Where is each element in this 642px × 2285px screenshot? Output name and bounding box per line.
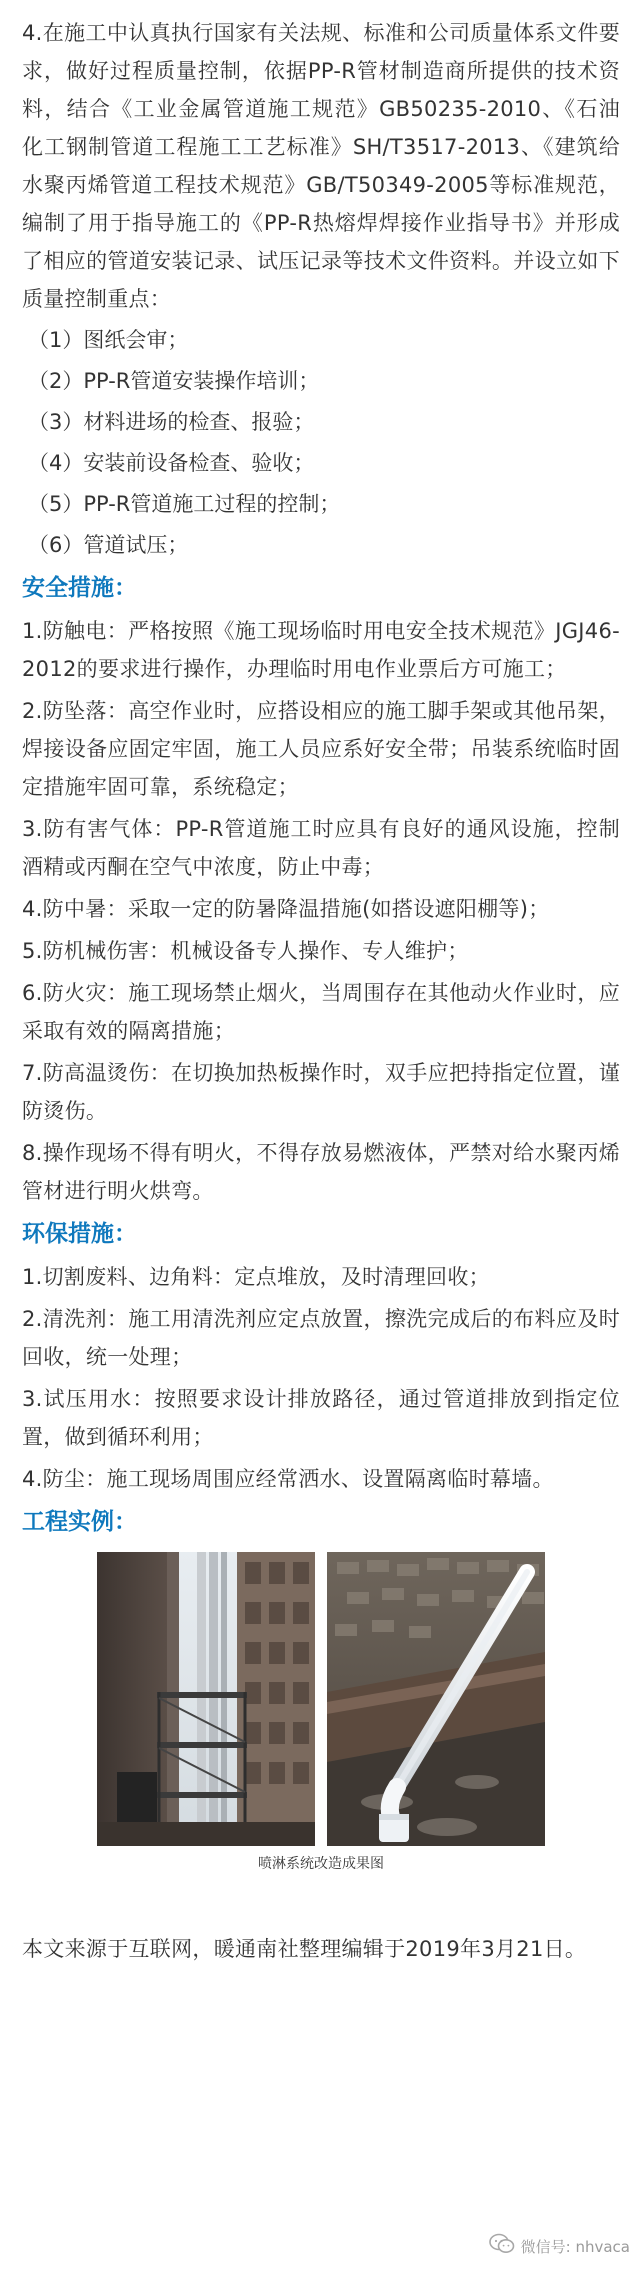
safety-heading: 安全措施： [22,575,137,601]
list-item: （4）安装前设备检查、验收； [28,451,315,475]
list-item: 7.防高温烫伤：在切换加热板操作时，双手应把持指定位置，谨防烫伤。 [22,1061,620,1123]
source-note: 本文来源于互联网，暖通南社整理编辑于2019年3月21日。 [22,1937,587,1961]
list-item: 2.防坠落：高空作业时，应搭设相应的施工脚手架或其他吊架，焊接设备应固定牢固，施工人员应系好安全带；吊装系统临时固定措施牢固可靠，系统稳定； [22,699,620,799]
wechat-watermark [489,2233,630,2259]
example-photos [22,1552,620,1846]
intro-paragraph: 4.在施工中认真执行国家有关法规、标准和公司质量体系文件要求，做好过程质量控制，依据PP-R管材制造商所提供的技术资料，结合《工业金属管道施工规范》GB50235-2010、《石油化工钢制管道工程施工工艺标准》SH/T3517-2013、《建筑给水聚丙烯管道工程技术规范》GB/T50349-2005等标准规范，编制了用于指导施工的《PP-R热熔焊焊接作业指导书》并形成了相应的管道安装记录、试压记录等技术文件资料。并设立如下质量控制重点： [22,21,620,311]
list-item: 8.操作现场不得有明火，不得存放易燃液体，严禁对给水聚丙烯管材进行明火烘弯。 [22,1141,620,1203]
list-item: 3.防有害气体：PP-R管道施工时应具有良好的通风设施，控制酒精或丙酮在空气中浓度，防止中毒； [22,817,620,879]
photo-roof-pipe [327,1552,545,1846]
list-item: 5.防机械伤害：机械设备专人操作、专人维护； [22,939,469,963]
list-item: （6）管道试压； [28,533,189,557]
list-item: （1）图纸会审； [28,328,189,352]
list-item: 4.防中暑：采取一定的防暑降温措施(如搭设遮阳棚等)； [22,897,550,921]
list-item: 1.切割废料、边角料：定点堆放，及时清理回收； [22,1265,490,1289]
environment-list [22,1258,620,1498]
list-item: 1.防触电：严格按照《施工现场临时用电安全技术规范》JGJ46-2012的要求进行操作，办理临时用电作业票后方可施工； [22,619,620,681]
list-item: （5）PP-R管道施工过程的控制； [28,492,341,516]
watermark-text: 微信号: nhvaca [520,2237,630,2256]
photo-caption: 喷淋系统改造成果图 [258,1856,384,1872]
list-item: （3）材料进场的检查、报验； [28,410,315,434]
safety-list [22,612,620,1210]
photo-building-pipes [97,1552,315,1846]
list-item: （2）PP-R管道安装操作培训； [28,369,320,393]
list-item: 4.防尘：施工现场周围应经常洒水、设置隔离临时幕墙。 [22,1467,554,1491]
quality-points-list [22,321,620,564]
list-item: 3.试压用水：按照要求设计排放路径，通过管道排放到指定位置，做到循环利用； [22,1387,620,1449]
examples-heading: 工程实例： [22,1509,137,1535]
list-item: 2.清洗剂：施工用清洗剂应定点放置，擦洗完成后的布料应及时回收，统一处理； [22,1307,620,1369]
environment-heading: 环保措施： [22,1221,137,1247]
wechat-icon [489,2233,515,2259]
list-item: 6.防火灾：施工现场禁止烟火，当周围存在其他动火作业时，应采取有效的隔离措施； [22,981,620,1043]
